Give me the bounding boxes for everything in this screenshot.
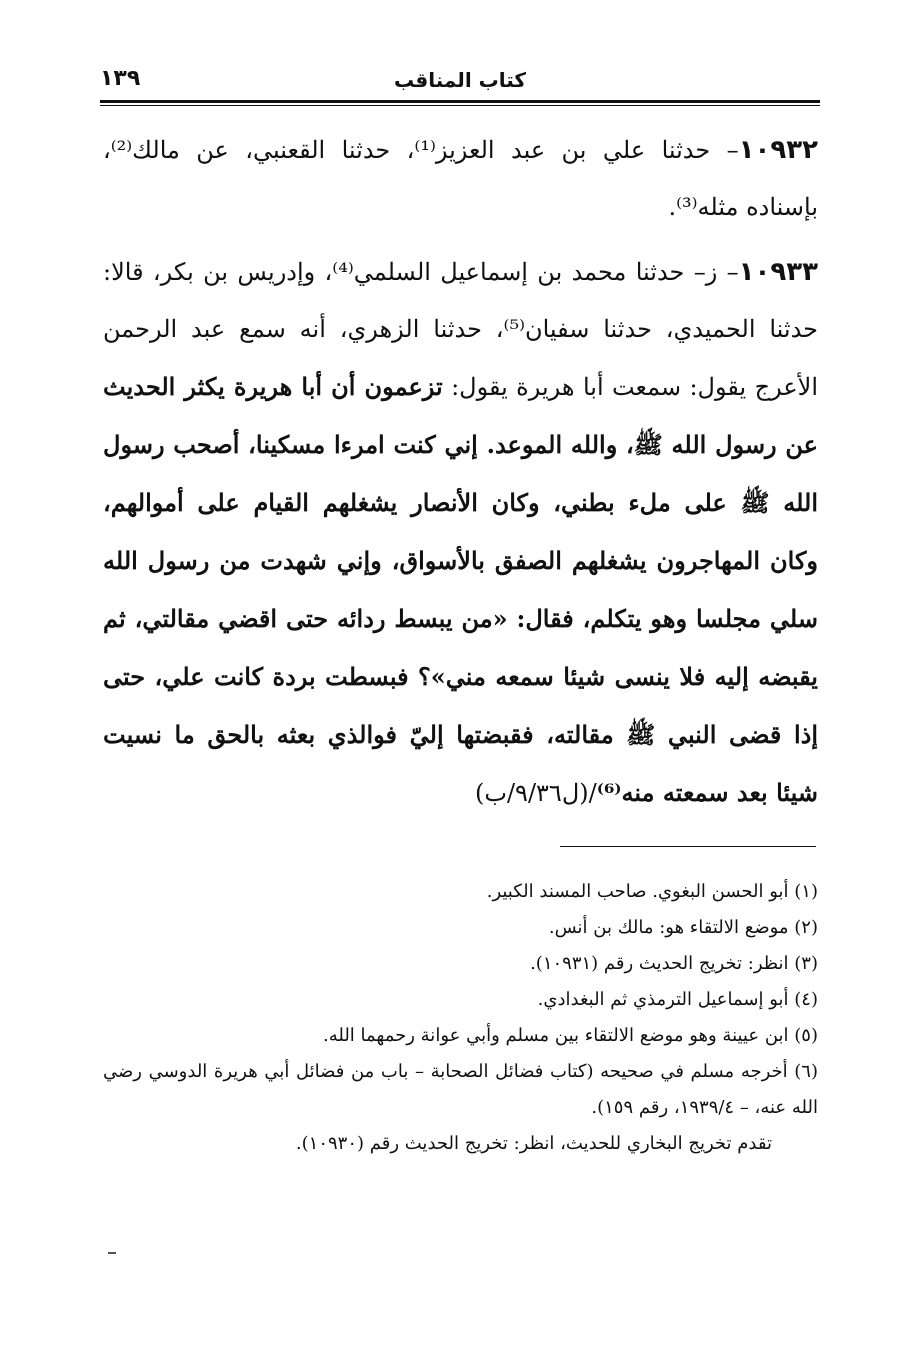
manuscript-reference: /(ل٩/٣٦/ب)	[475, 779, 597, 807]
hadith-10932	[103, 122, 818, 236]
footnote-6-continuation: تقدم تخريج البخاري للحديث، انظر: تخريج الحديث رقم (١٠٩٣٠).	[295, 1133, 772, 1154]
page-number: ١٣٩	[100, 66, 141, 91]
hadith-10933	[103, 244, 818, 822]
hadith-number: ١٠٩٣٢	[738, 135, 819, 165]
hadith-text: – حدثنا علي بن عبد العزيز⁽¹⁾، حدثنا القعنبي، عن مالك⁽²⁾، بإسناده مثله⁽³⁾.	[103, 136, 818, 221]
hadith-number: ١٠٩٣٣	[738, 257, 818, 287]
footnote-5: (٥) ابن عيينة وهو موضع الالتقاء بين مسلم وأبي عوانة رحمهما الله.	[322, 1025, 818, 1046]
footnote-4: (٤) أبو إسماعيل الترمذي ثم البغدادي.	[537, 989, 818, 1010]
header-rule-thick	[100, 100, 820, 103]
main-text	[103, 122, 818, 822]
footnote-2: (٢) موضع الالتقاء هو: مالك بن أنس.	[548, 917, 818, 938]
hadith-matn: تزعمون أن أبا هريرة يكثر الحديث عن رسول الله ﷺ، والله الموعد. إني كنت امرءا مسكينا، أصحب رسول الله ﷺ على ملء بطني، وكان الأنصار يشغلهم القيام على أموالهم، وكان المهاجرون يشغلهم الصفق بالأسواق، وإني شهدت من رسول الله سلي مجلسا وهو يتكلم، فقال: «من يبسط ردائه حتى اقضي مقالتي، ثم يقبضه إليه فلا ينسى شيئا سمعه مني»؟ فبسطت بردة كانت علي، حتى إذا قضى النبي ﷺ مقالته، فقبضتها إليّ فوالذي بعثه بالحق ما نسيت شيئا بعد سمعته منه⁽⁶⁾	[103, 372, 819, 807]
running-header	[100, 66, 820, 100]
header-rule-thin	[100, 105, 820, 106]
footnote-1: (١) أبو الحسن البغوي. صاحب المسند الكبير.	[486, 881, 818, 902]
footnotes	[103, 874, 818, 1162]
footnote-6: (٦) أخرجه مسلم في صحيحه (كتاب فضائل الصحابة – باب من فضائل أبي هريرة الدوسي رضي الله عنه، – ١٩٣٩/٤، رقم ١٥٩).	[103, 1061, 818, 1118]
hadith-isnad: – ز– حدثنا محمد بن إسماعيل السلمي⁽⁴⁾، وإدريس بن بكر، قالا: حدثنا الحميدي، حدثنا سفيان⁽⁵⁾، حدثنا الزهري، أنه سمع عبد الرحمن الأعرج يقول: سمعت أبا هريرة يقول:	[103, 258, 819, 401]
footnote-3: (٣) انظر: تخريج الحديث رقم (١٠٩٣١).	[530, 953, 818, 974]
footnote-separator	[560, 846, 816, 847]
margin-mark	[108, 1252, 116, 1254]
book-title: كتاب المناقب	[393, 68, 527, 92]
